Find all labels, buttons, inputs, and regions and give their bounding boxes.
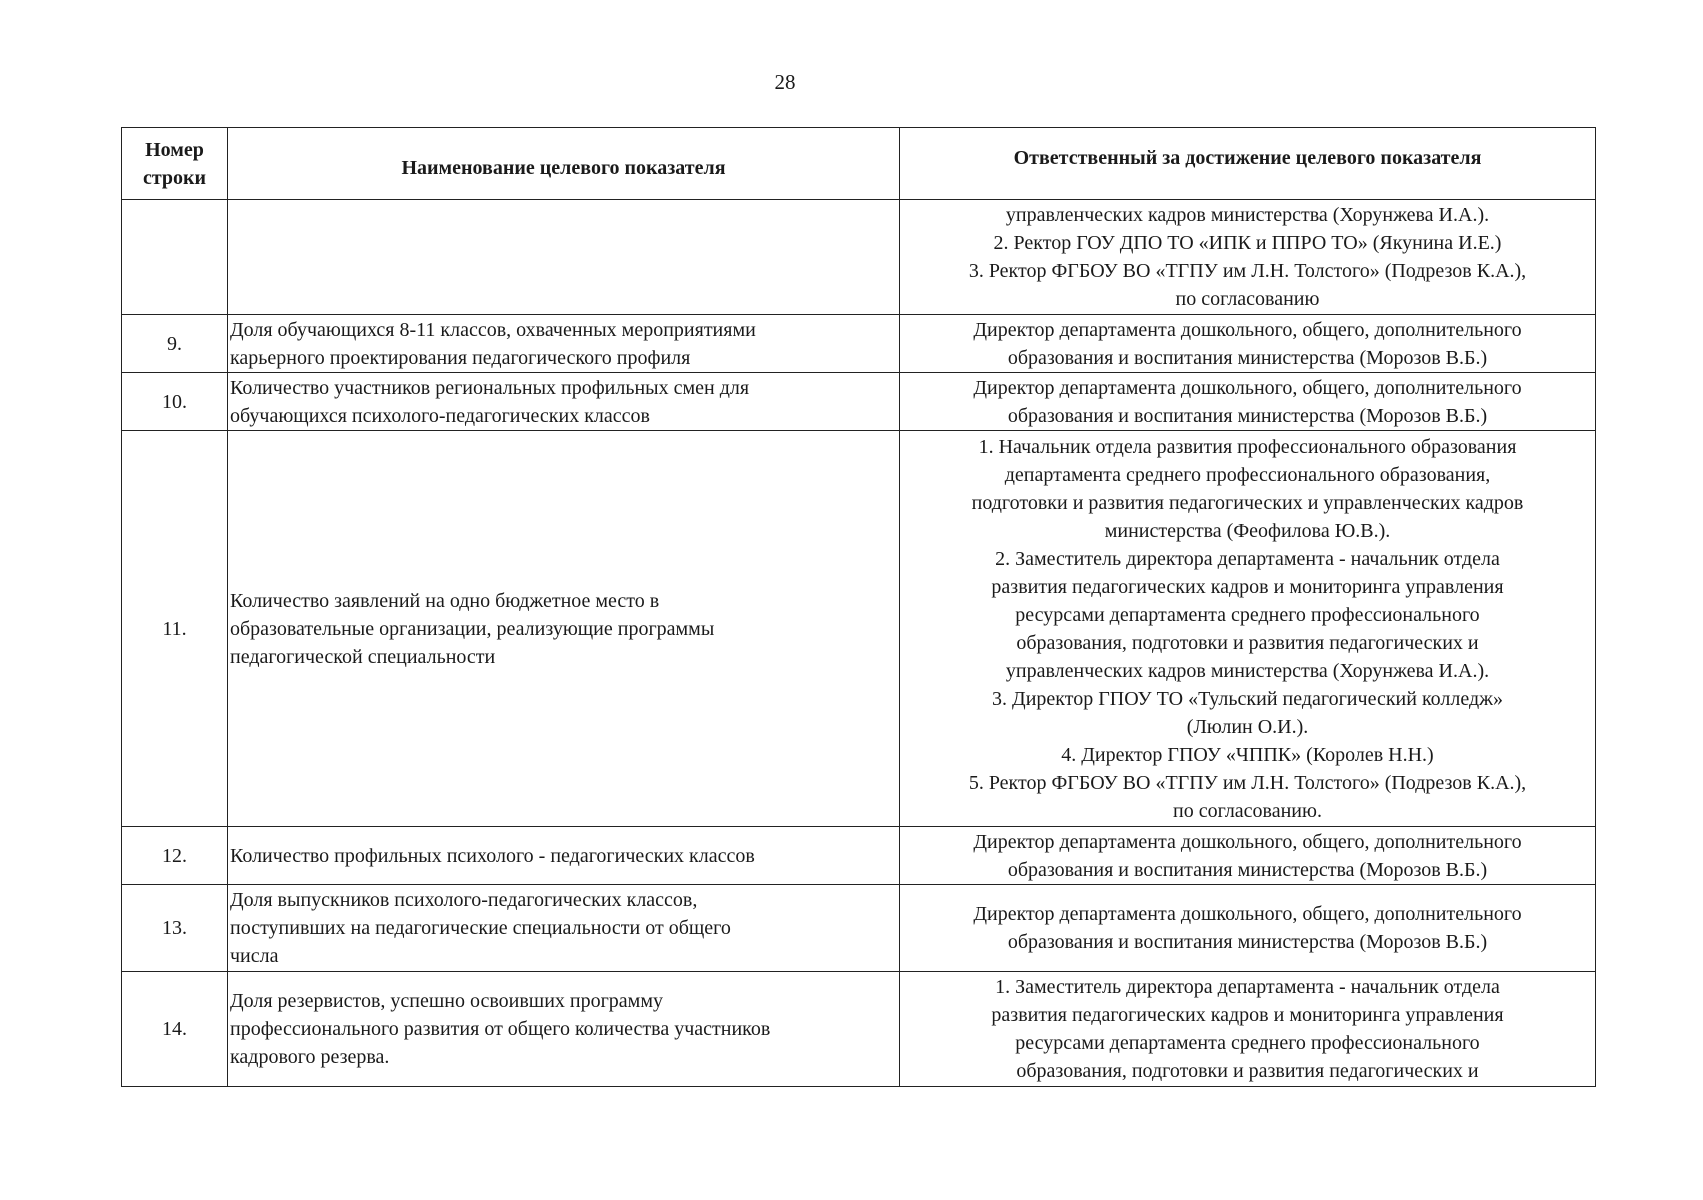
responsible-cell <box>900 200 1596 315</box>
responsible-line: 3. Директор ГПОУ ТО «Тульский педагогический колледж» <box>992 687 1503 710</box>
responsible-line: Директор департамента дошкольного, общего, дополнительного <box>973 376 1522 399</box>
responsible-line: образования, подготовки и развития педагогических и <box>1016 631 1479 654</box>
responsible-cell <box>900 431 1596 827</box>
responsible-line: министерства (Феофилова Ю.В.). <box>1104 519 1391 542</box>
table-row <box>122 200 1596 315</box>
indicators-table <box>121 127 1596 1087</box>
responsible-cell <box>900 827 1596 885</box>
indicator-name-line: карьерного проектирования педагогического профиля <box>230 346 691 369</box>
indicator-name-cell <box>228 885 900 972</box>
responsible-line: управленческих кадров министерства (Хорунжева И.А.). <box>1005 204 1490 226</box>
responsible-line: Директор департамента дошкольного, общего, дополнительного <box>973 318 1522 341</box>
indicator-name-line: Доля резервистов, успешно освоивших программу <box>230 990 663 1012</box>
indicator-name-line: Количество участников региональных профильных смен для <box>230 376 750 399</box>
responsible-line: 3. Ректор ФГБОУ ВО «ТГПУ им Л.Н. Толстого» (Подрезов К.А.), <box>968 260 1527 282</box>
table-row <box>122 373 1596 431</box>
responsible-cell <box>900 885 1596 972</box>
responsible-cell <box>900 373 1596 431</box>
indicator-name-cell <box>228 972 900 1087</box>
row-number-cell: 13. <box>122 885 228 972</box>
responsible-line: 1. Начальник отдела развития профессионального образования <box>978 435 1517 458</box>
row-number-cell: 12. <box>122 827 228 885</box>
indicator-name-line: образовательные организации, реализующие программы <box>230 617 715 640</box>
row-number-cell <box>122 200 228 315</box>
responsible-line: 1. Заместитель директора департамента - начальник отдела <box>995 976 1500 998</box>
responsible-line: 2. Ректор ГОУ ДПО ТО «ИПК и ППРО ТО» (Якунина И.Е.) <box>993 232 1502 254</box>
indicator-name-line: Количество заявлений на одно бюджетное место в <box>230 589 660 612</box>
indicator-name-line: профессионального развития от общего количества участников <box>230 1018 771 1040</box>
indicator-name-line: Доля обучающихся 8-11 классов, охваченных мероприятиями <box>230 318 756 341</box>
responsible-line: 5. Ректор ФГБОУ ВО «ТГПУ им Л.Н. Толстого» (Подрезов К.А.), <box>968 771 1527 794</box>
table-row <box>122 827 1596 885</box>
responsible-line: Директор департамента дошкольного, общего, дополнительного <box>973 830 1522 853</box>
responsible-line: образования и воспитания министерства (Морозов В.Б.) <box>1007 858 1488 881</box>
header-row-number-line: Номер <box>145 138 204 161</box>
page-number: 28 <box>774 70 796 94</box>
header-indicator-name: Наименование целевого показателя <box>228 128 900 200</box>
table-row <box>122 885 1596 972</box>
responsible-line: по согласованию <box>1175 288 1320 310</box>
responsible-line: управленческих кадров министерства (Хорунжева И.А.). <box>1005 659 1490 682</box>
responsible-line: развития педагогических кадров и мониторинга управления <box>991 575 1504 598</box>
indicator-name-line: Доля выпускников психолого-педагогических классов, <box>230 889 698 911</box>
row-number-cell: 9. <box>122 315 228 373</box>
table-body <box>122 200 1596 1087</box>
table-row <box>122 315 1596 373</box>
indicator-name-line: поступивших на педагогические специальности от общего <box>230 917 731 939</box>
indicator-name-line: числа <box>230 945 279 967</box>
responsible-line: 2. Заместитель директора департамента - начальник отдела <box>995 547 1500 570</box>
responsible-line: образования и воспитания министерства (Морозов В.Б.) <box>1007 931 1488 953</box>
header-row-number <box>122 128 228 200</box>
indicator-name-cell <box>228 431 900 827</box>
header-responsible: Ответственный за достижение целевого показателя <box>900 128 1596 200</box>
responsible-cell <box>900 972 1596 1087</box>
responsible-line: образования и воспитания министерства (Морозов В.Б.) <box>1007 346 1488 369</box>
responsible-line: образования, подготовки и развития педагогических и <box>1016 1060 1479 1082</box>
row-number-cell: 14. <box>122 972 228 1087</box>
row-number-cell: 11. <box>122 431 228 827</box>
responsible-line: (Люлин О.И.). <box>1186 715 1309 738</box>
indicator-name-line: обучающихся психолого-педагогических классов <box>230 404 650 427</box>
responsible-line: подготовки и развития педагогических и управленческих кадров <box>971 491 1524 514</box>
responsible-line: ресурсами департамента среднего профессионального <box>1015 1032 1480 1054</box>
indicator-name-cell <box>228 373 900 431</box>
responsible-line: департамента среднего профессионального образования, <box>1004 463 1491 486</box>
responsible-line: образования и воспитания министерства (Морозов В.Б.) <box>1007 404 1488 427</box>
row-number-cell: 10. <box>122 373 228 431</box>
responsible-line: развития педагогических кадров и мониторинга управления <box>991 1004 1504 1026</box>
table-row <box>122 972 1596 1087</box>
table-header-row <box>122 128 1596 200</box>
indicator-name-cell <box>228 200 900 315</box>
responsible-line: Директор департамента дошкольного, общего, дополнительного <box>973 903 1522 925</box>
table-row <box>122 431 1596 827</box>
indicator-name-line: Количество профильных психолого - педагогических классов <box>230 844 755 867</box>
header-row-number-line: строки <box>142 166 207 189</box>
indicator-name-cell <box>228 315 900 373</box>
indicator-name-cell <box>228 827 900 885</box>
responsible-line: ресурсами департамента среднего профессионального <box>1015 603 1480 626</box>
indicator-name-line: кадрового резерва. <box>230 1046 390 1068</box>
indicator-name-line: педагогической специальности <box>230 645 496 668</box>
responsible-line: по согласованию. <box>1173 799 1322 822</box>
responsible-cell <box>900 315 1596 373</box>
responsible-line: 4. Директор ГПОУ «ЧППК» (Королев Н.Н.) <box>1061 743 1434 766</box>
